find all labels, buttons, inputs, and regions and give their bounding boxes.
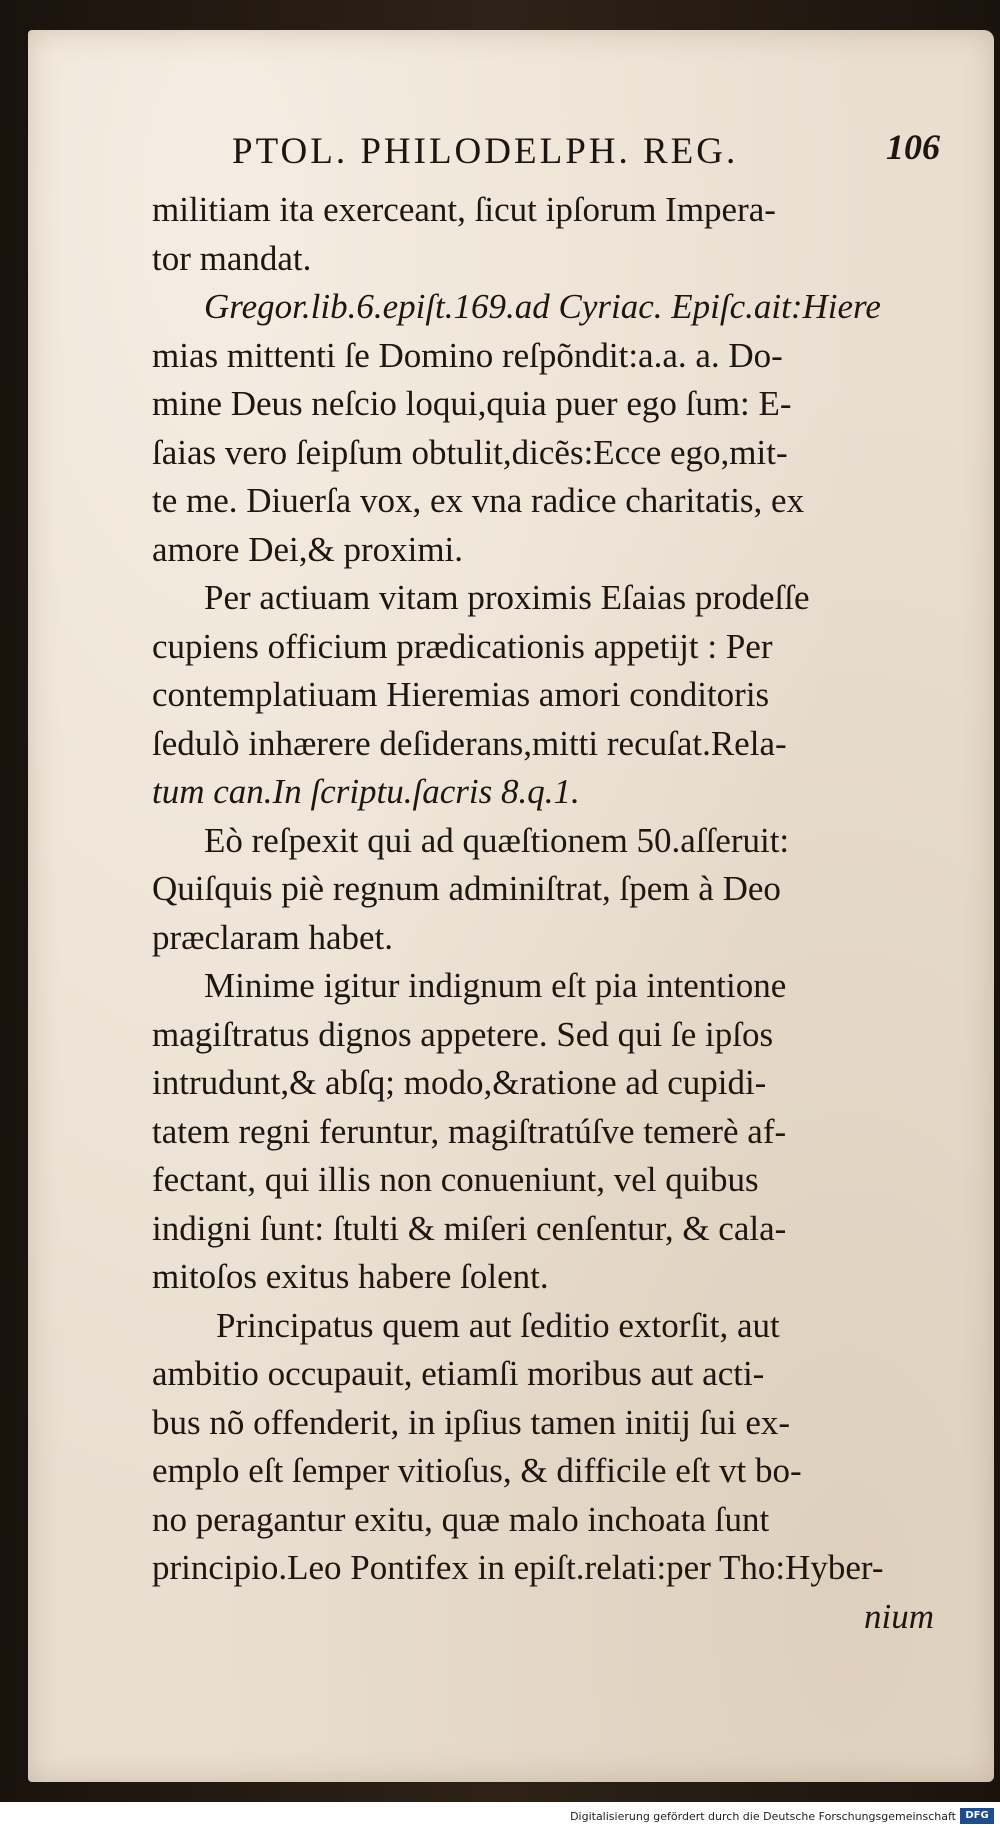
text-line: fectant, qui illis non conueniunt, vel quibus — [152, 1160, 759, 1199]
running-head: PTOL. PHILODELPH. REG. — [232, 131, 739, 172]
text-line: Gregor.lib.6.epiſt.169.ad Cyriac. Epiſc.ait:Hiere — [204, 287, 881, 326]
text-line: amore Dei,& proximi. — [152, 529, 464, 569]
catchword: nium — [864, 1596, 934, 1636]
text-line: tatem regni feruntur, magiſtratúſve temerè af- — [152, 1111, 787, 1151]
text-line: bus nõ offenderit, in ipſius tamen initij ſui ex- — [152, 1402, 791, 1442]
text-line: mine Deus neſcio loqui,quia puer ego ſum: E- — [152, 384, 792, 423]
text-line: ſedulò inhærere deſiderans,mitti recuſat.Rela- — [152, 723, 787, 763]
text-line: mias mittenti ſe Domino reſpõndit:a.a. a. Do- — [152, 335, 783, 375]
footer-strip — [0, 1802, 1000, 1828]
text-line: Eò reſpexit qui ad quæſtionem 50.aſſeruit: — [204, 820, 790, 860]
funding-credit: Digitalisierung gefördert durch die Deutsche Forschungsgemeinschaft — [570, 1810, 956, 1823]
text-line: mitoſos exitus habere ſolent. — [152, 1257, 549, 1296]
text-line: indigni ſunt: ſtulti & miſeri cenſentur, & cala- — [152, 1208, 787, 1248]
text-line: ſaias vero ſeipſum obtulit,dicẽs:Ecce ego,mit- — [152, 432, 788, 472]
text-line: Per actiuam vitam proximis Eſaias prodeſſe — [204, 578, 810, 617]
page-header — [140, 126, 940, 180]
text-line: magiſtratus dignos appetere. Sed qui ſe ipſos — [152, 1014, 774, 1054]
text-line: præclaram habet. — [152, 917, 394, 957]
text-line: no peragantur exitu, quæ malo inchoata ſunt — [152, 1499, 770, 1539]
text-line: contemplatiuam Hieremias amori conditoris — [152, 675, 770, 714]
text-line: militiam ita exerceant, ſicut ipſorum Impera- — [152, 190, 776, 229]
text-line: Quiſquis piè regnum adminiſtrat, ſpem à Deo — [152, 869, 781, 908]
text-line: Principatus quem aut ſeditio extorſit, aut — [216, 1305, 780, 1345]
dfg-logo: DFG — [960, 1808, 994, 1824]
text-line: emplo eſt ſemper vitioſus, & difficile eſt vt bo- — [152, 1451, 802, 1490]
page-number: 106 — [886, 127, 940, 167]
text-line: ambitio occupauit, etiamſi moribus aut acti- — [152, 1354, 765, 1393]
text-line: cupiens officium prædicationis appetijt : Per — [152, 626, 773, 666]
text-line: tor mandat. — [152, 238, 312, 278]
text-line: Minime igitur indignum eſt pia intentione — [204, 966, 787, 1005]
text-line: intrudunt,& abſq; modo,&ratione ad cupidi- — [152, 1063, 767, 1102]
text-line: principio.Leo Pontifex in epiſt.relati:per Tho:Hyber- — [152, 1548, 884, 1587]
body-text — [152, 186, 934, 1641]
text-line: tum can.In ſcriptu.ſacris 8.q.1. — [152, 772, 580, 811]
text-line: te me. Diuerſa vox, ex vna radice charitatis, ex — [152, 481, 805, 520]
